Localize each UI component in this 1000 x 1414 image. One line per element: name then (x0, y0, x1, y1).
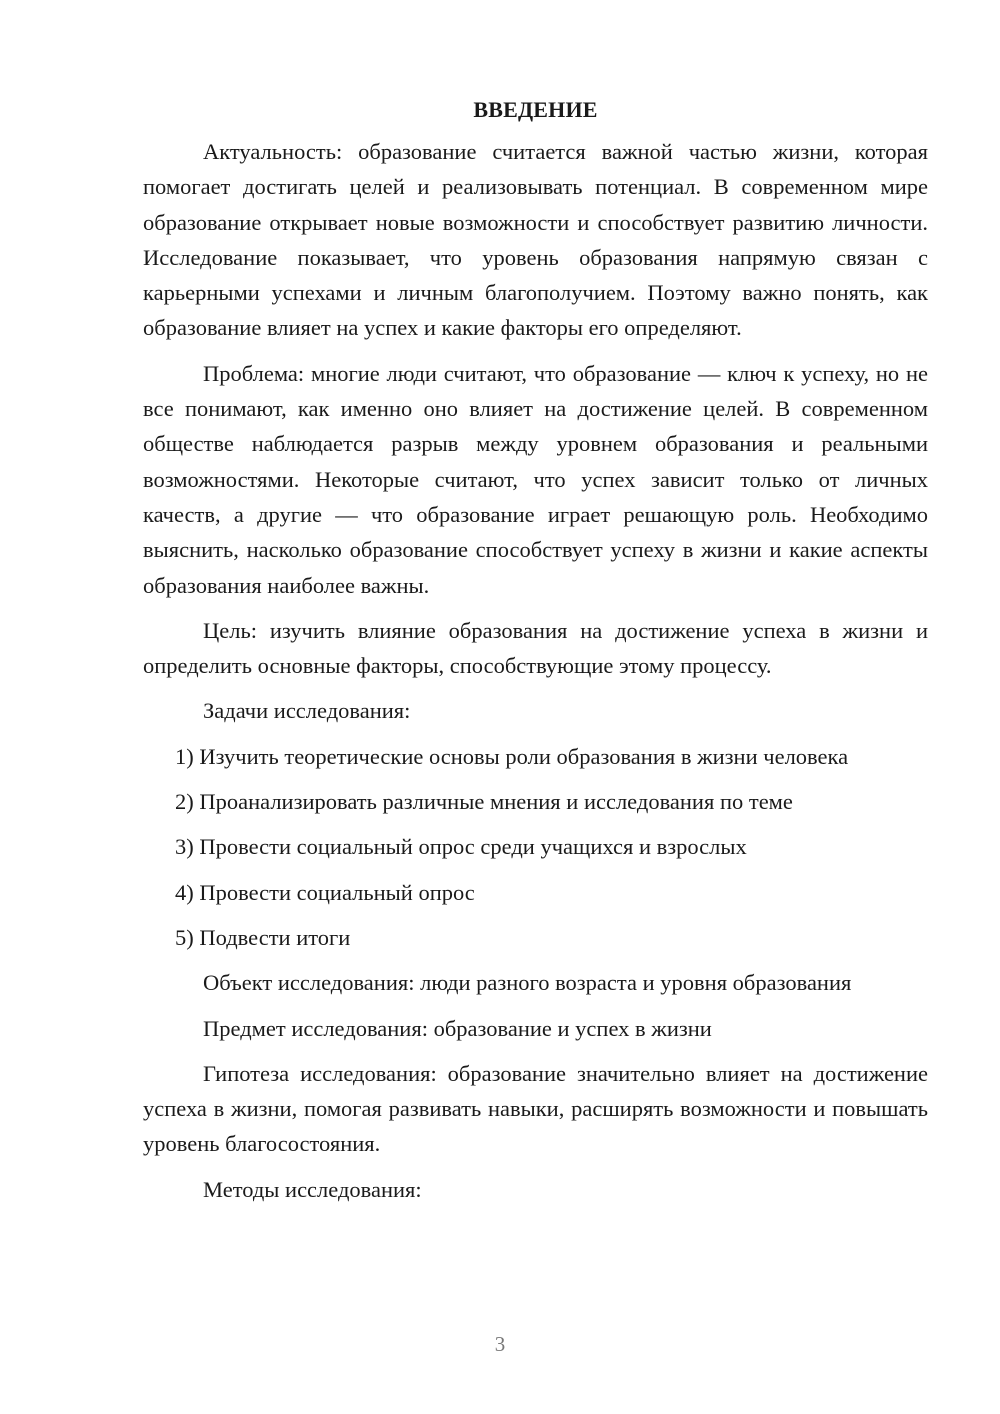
task-item-2: 2) Проанализировать различные мнения и исследования по теме (175, 789, 793, 815)
task-item-4: 4) Провести социальный опрос (175, 879, 475, 905)
research-object: Объект исследования: люди разного возраста и уровня образования (203, 970, 852, 996)
problem-paragraph: Проблема: многие люди считают, что образование — ключ к успеху, но не все понимают, как именно оно влияет на достижение целей. В современном обществе наблюдается разрыв между уровнем образования и реальными возможностями. Некоторые считают, что успех зависит только от личных качеств, а другие — что образование играет решающую роль. Необходимо выяснить, насколько образование способствует успеху в жизни и какие аспекты образования наиболее важны. (143, 360, 928, 598)
page-number: 3 (494, 1332, 506, 1356)
section-title: ВВЕДЕНИЕ (473, 97, 598, 122)
hypothesis-paragraph: Гипотеза исследования: образование значительно влияет на достижение успеха в жизни, помогая развивать навыки, расширять возможности и повышать уровень благосостояния. (143, 1060, 928, 1157)
tasks-heading: Задачи исследования: (203, 698, 411, 724)
task-item-3: 3) Провести социальный опрос среди учащихся и взрослых (175, 834, 747, 860)
methods-heading: Методы исследования: (203, 1176, 422, 1202)
document-page (143, 92, 928, 1217)
task-item-5: 5) Подвести итоги (175, 924, 351, 950)
relevance-paragraph: Актуальность: образование считается важной частью жизни, которая помогает достигать целей и реализовывать потенциал. В современном мире образование открывает новые возможности и способствует развитию личности. Исследование показывает, что уровень образования напрямую связан с карьерными успехами и личным благополучием. Поэтому важно понять, как образование влияет на успех и какие факторы его определяют. (143, 139, 928, 341)
task-item-1: 1) Изучить теоретические основы роли образования в жизни человека (175, 743, 849, 769)
goal-paragraph: Цель: изучить влияние образования на достижение успеха в жизни и определить основные факторы, способствующие этому процессу. (143, 617, 928, 679)
research-subject: Предмет исследования: образование и успех в жизни (203, 1015, 712, 1041)
